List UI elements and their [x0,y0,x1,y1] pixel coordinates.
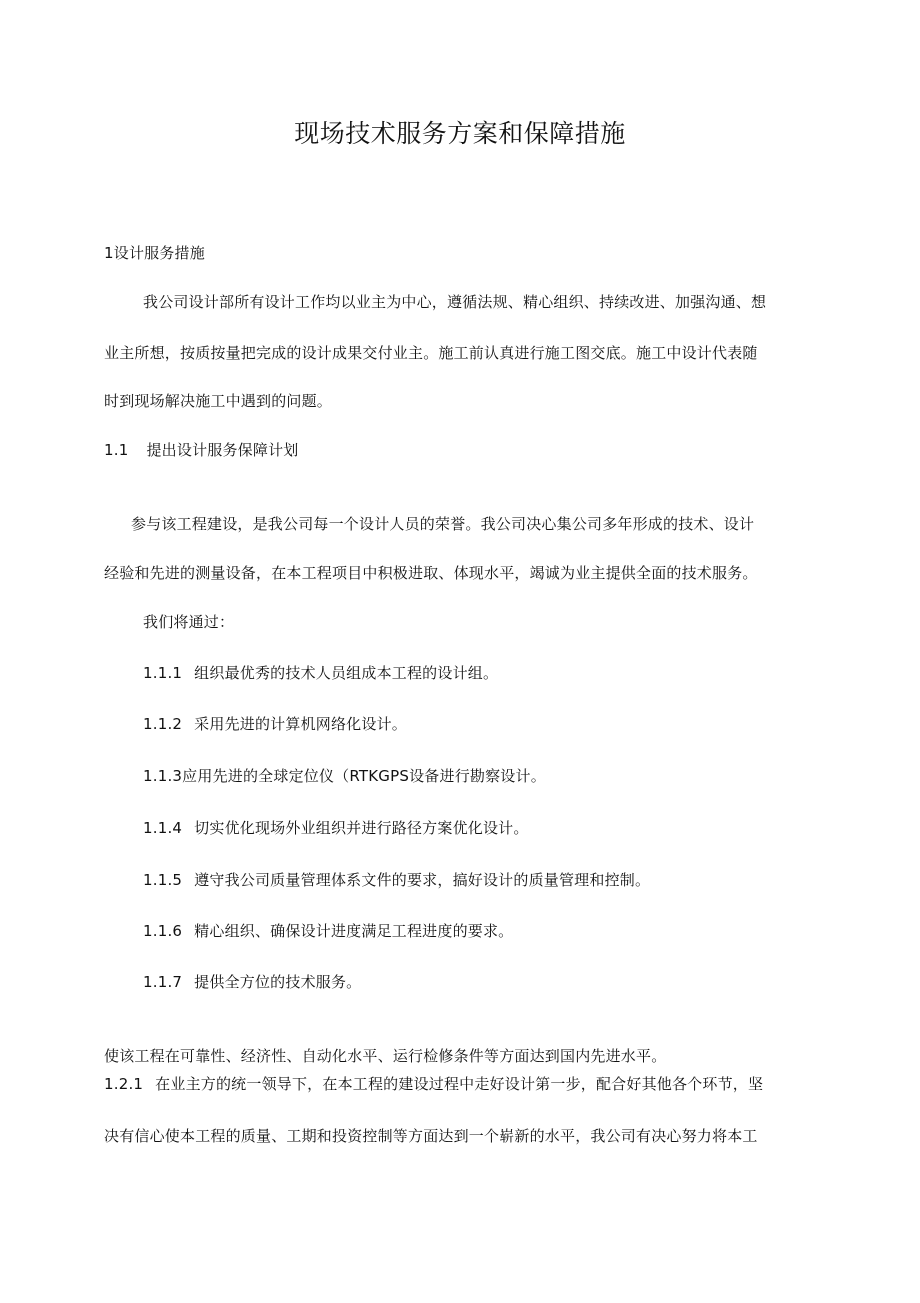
paragraph-line: 经验和先进的测量设备，在本工程项目中积极进取、体现水平，竭诚为业主提供全面的技术服务。 [104,564,758,582]
paragraph-line: 业主所想，按质按量把完成的设计成果交付业主。施工前认真进行施工图交底。施工中设计代表随 [104,344,758,362]
paragraph-line: 决有信心使本工程的质量、工期和投资控制等方面达到一个崭新的水平，我公司有决心努力将本工 [104,1127,758,1145]
list-item [143,714,407,734]
list-item [143,870,650,890]
list-item-number: 1.1.6 [143,922,183,940]
paragraph-line: 时到现场解决施工中遇到的问题。 [104,392,333,410]
list-item-text: 切实优化现场外业组织并进行路径方案优化设计。 [194,819,529,837]
list-item-number: 1.1.3 [143,767,183,785]
page-title: 现场技术服务方案和保障措施 [294,119,626,148]
list-item-text: 精心组织、确保设计进度满足工程进度的要求。 [194,922,514,940]
list-item [143,818,529,838]
list-item-number: 1.1.2 [143,715,183,733]
section-number: 1.1 [104,441,129,459]
section-title: 提出设计服务保障计划 [146,441,299,459]
paragraph-line: 参与该工程建设，是我公司每一个设计人员的荣誉。我公司决心集公司多年形成的技术、设计 [131,515,755,533]
list-item-text: 提供全方位的技术服务。 [194,973,362,991]
closing-line: 使该工程在可靠性、经济性、自动化水平、运行检修条件等方面达到国内先进水平。 [104,1047,667,1065]
paragraph-text: 在业主方的统一领导下，在本工程的建设过程中走好设计第一步，配合好其他各个环节，坚 [155,1075,764,1093]
list-item [143,972,361,992]
section-1-2-1-line [104,1074,763,1094]
list-item-number: 1.1.7 [143,973,183,991]
list-item-text: 组织最优秀的技术人员组成本工程的设计组。 [194,664,499,682]
list-item [143,766,546,786]
paragraph-line: 我公司设计部所有设计工作均以业主为中心，遵循法规、精心组织、持续改进、加强沟通、想 [143,293,767,311]
list-intro: 我们将通过： [143,613,235,631]
list-item-number: 1.1.4 [143,819,183,837]
section-number: 1.2.1 [104,1075,144,1093]
section-heading-1: 1设计服务措施 [104,244,205,262]
list-item [143,921,513,941]
list-item-number: 1.1.1 [143,664,183,682]
list-item [143,663,498,683]
list-item-number: 1.1.5 [143,871,183,889]
list-item-text: 采用先进的计算机网络化设计。 [194,715,407,733]
section-heading-1-1 [104,440,298,460]
list-item-text: 遵守我公司质量管理体系文件的要求，搞好设计的质量管理和控制。 [194,871,651,889]
list-item-text: 应用先进的全球定位仪（RTKGPS设备进行勘察设计。 [182,767,546,785]
